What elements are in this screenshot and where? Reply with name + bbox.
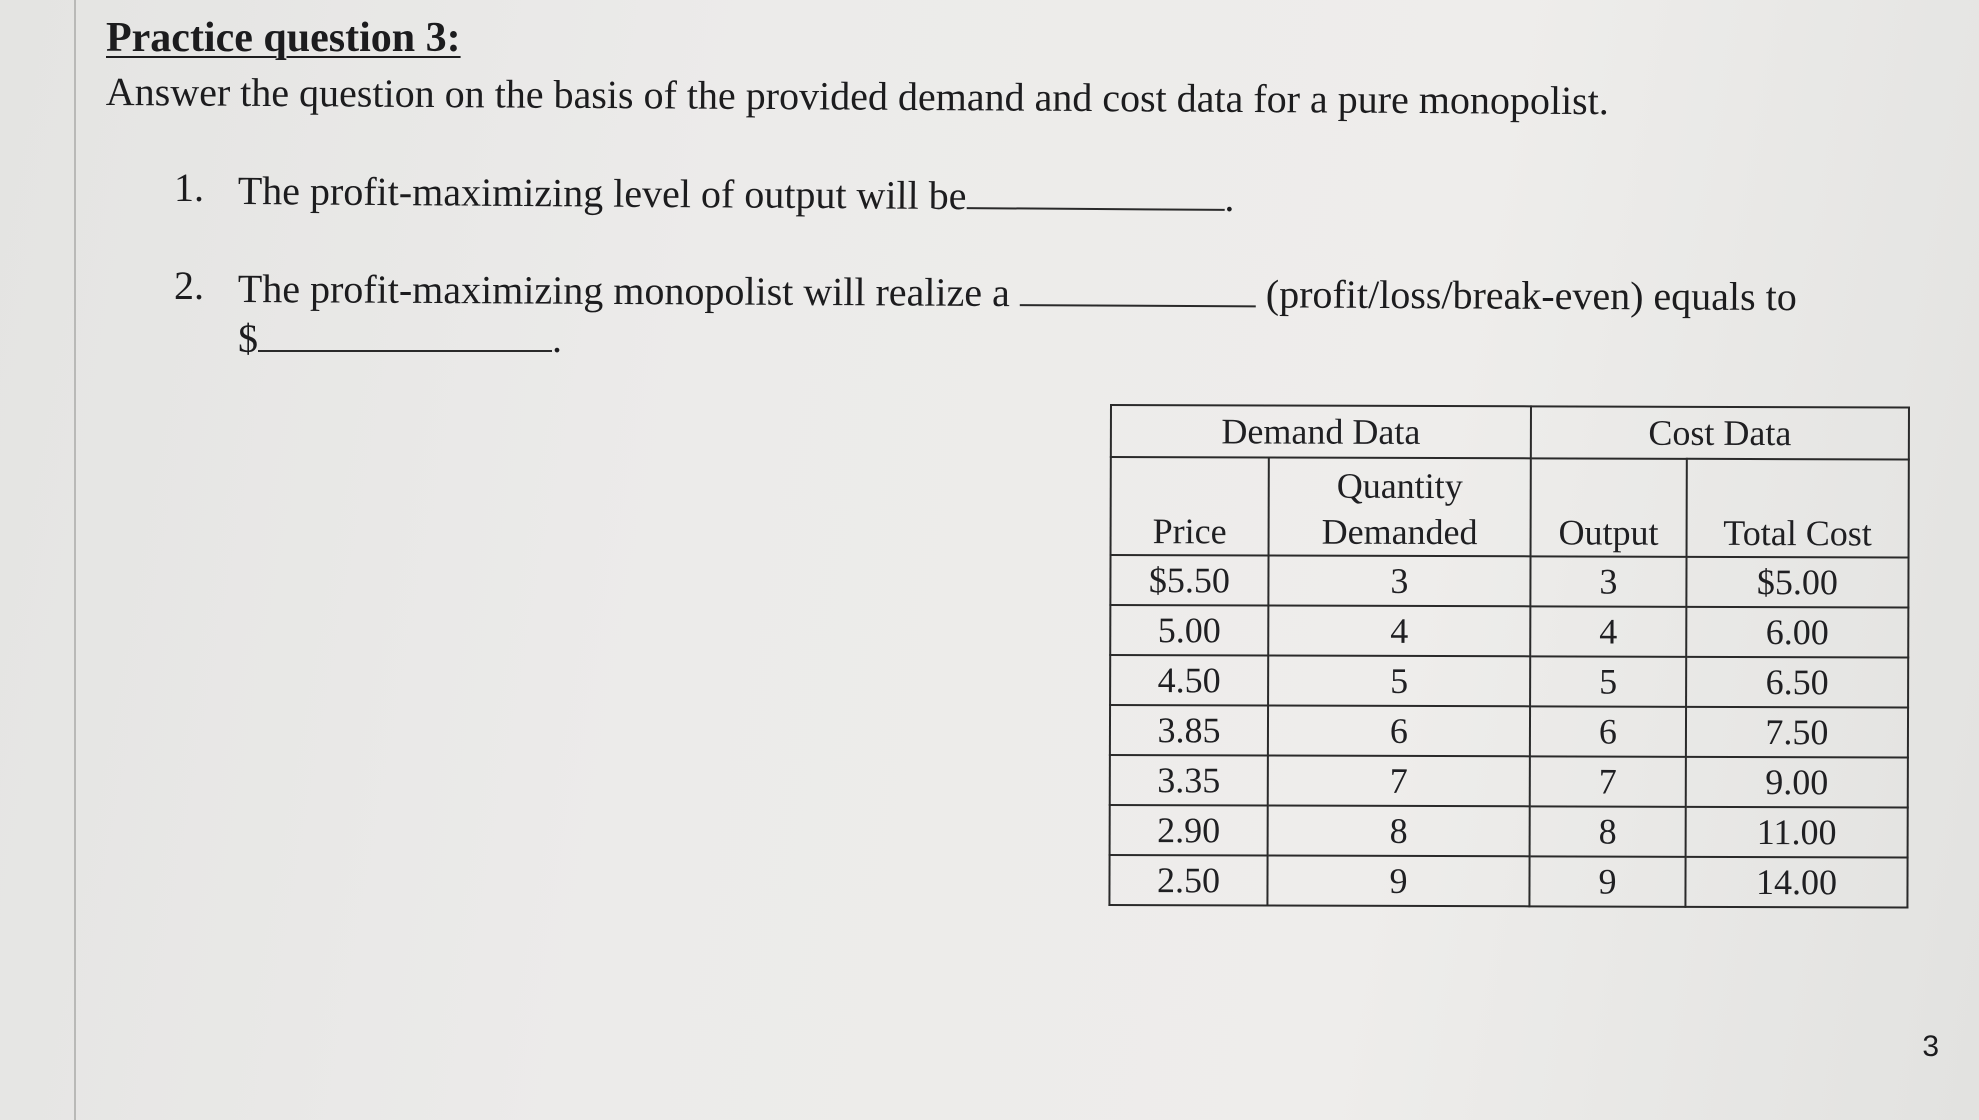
question-1-number: 1. (174, 165, 204, 210)
quantity-cell: 3 (1268, 555, 1530, 606)
page-title: Practice question 3: (106, 15, 461, 61)
demand-data-header: Demand Data (1111, 405, 1531, 458)
cost-data-header: Cost Data (1531, 406, 1909, 459)
quantity-header-line1: Quantity (1336, 465, 1463, 507)
table-row (1110, 605, 1908, 658)
question-2-amount-line (238, 312, 562, 362)
price-cell: $5.50 (1110, 555, 1268, 605)
output-cell: 8 (1530, 806, 1686, 856)
table-row (1110, 555, 1908, 608)
output-cell: 7 (1530, 756, 1686, 806)
price-cell: 2.50 (1109, 855, 1267, 905)
group-header-row (1111, 405, 1909, 460)
column-header-row (1111, 457, 1909, 558)
total-cost-cell: $5.00 (1686, 557, 1908, 608)
price-cell: 2.90 (1110, 805, 1268, 855)
question-2-options: (profit/loss/break-even) equals to (1265, 271, 1797, 320)
price-cell: 5.00 (1110, 605, 1268, 655)
table-row (1110, 705, 1908, 758)
quantity-cell: 9 (1267, 855, 1529, 906)
total-cost-cell: 7.50 (1686, 707, 1908, 758)
quantity-header-line2: Demanded (1321, 511, 1478, 553)
output-cell: 5 (1530, 656, 1686, 706)
quantity-cell: 4 (1268, 605, 1530, 656)
price-cell: 3.35 (1110, 755, 1268, 805)
output-header (1531, 458, 1687, 556)
total-cost-cell: 6.00 (1686, 607, 1908, 658)
output-cell: 6 (1530, 706, 1686, 756)
question-1 (238, 164, 1235, 221)
demand-cost-table (1108, 404, 1910, 909)
question-2-end: . (552, 316, 562, 361)
quantity-cell: 8 (1268, 805, 1530, 856)
price-cell: 4.50 (1110, 655, 1268, 705)
output-cell: 4 (1530, 606, 1686, 656)
quantity-demanded-header (1269, 457, 1531, 556)
total-cost-cell: 11.00 (1686, 807, 1908, 858)
total-cost-header (1687, 459, 1909, 558)
currency-symbol: $ (238, 316, 258, 361)
table-row (1110, 655, 1908, 708)
total-cost-cell: 9.00 (1686, 757, 1908, 808)
price-header-label: Price (1152, 511, 1227, 552)
output-header-label: Output (1558, 512, 1659, 553)
question-2-amount-blank[interactable] (258, 312, 552, 352)
price-cell: 3.85 (1110, 705, 1268, 755)
page-edge (74, 0, 76, 1120)
table-row (1109, 855, 1907, 908)
intro-text: Answer the question on the basis of the provided demand and cost data for a pure monopolist. (105, 68, 1609, 124)
output-cell: 9 (1529, 856, 1685, 906)
question-2-text: The profit-maximizing monopolist will realize a (237, 265, 1010, 316)
question-2-result-blank[interactable] (1020, 266, 1256, 307)
price-header (1111, 457, 1269, 555)
total-cost-header-label: Total Cost (1723, 512, 1872, 554)
question-2-number: 2. (174, 263, 204, 308)
quantity-cell: 7 (1268, 755, 1530, 806)
question-1-end: . (1224, 174, 1235, 220)
page-number: 3 (1922, 1030, 1939, 1063)
total-cost-cell: 14.00 (1685, 857, 1907, 908)
question-1-answer-blank[interactable] (966, 169, 1224, 211)
total-cost-cell: 6.50 (1686, 657, 1908, 708)
quantity-cell: 5 (1268, 655, 1530, 706)
table-row (1110, 755, 1908, 808)
table-row (1110, 805, 1908, 858)
output-cell: 3 (1530, 556, 1686, 606)
quantity-cell: 6 (1268, 705, 1530, 756)
question-1-text: The profit-maximizing level of output will be (237, 167, 967, 219)
